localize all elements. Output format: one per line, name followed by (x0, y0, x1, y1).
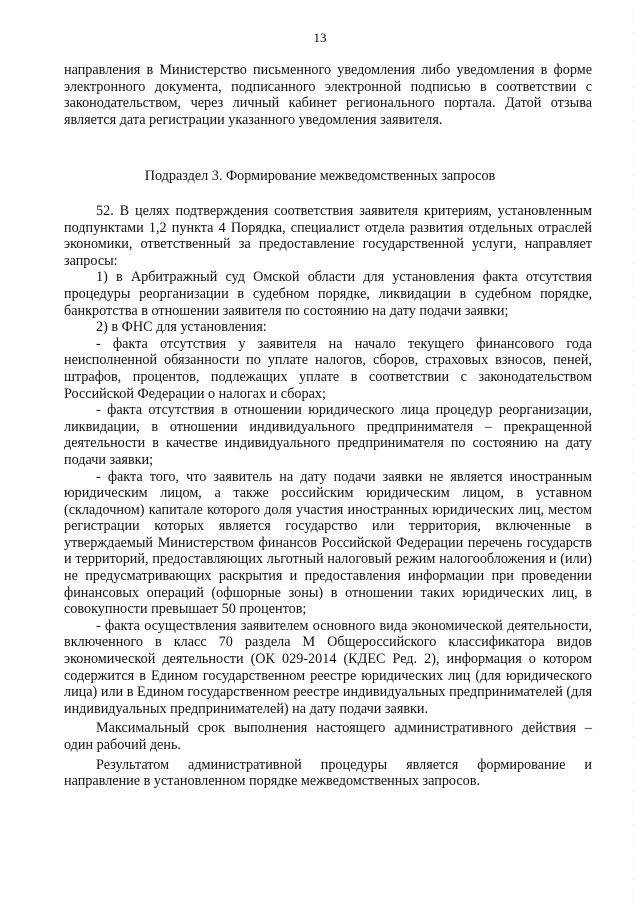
paragraph-reorganization-check: - факта отсутствия в отношении юридического лица процедур реорганизации, ликвидации, в отношении индивидуального предпринимателя – прекращенной деятельности в качестве индивидуального предпринимателя по состоянию на дату подачи заявки; (64, 402, 592, 468)
subsection-title: Подраздел 3. Формирование межведомственных запросов (144, 168, 496, 184)
intro-text-block (64, 62, 592, 128)
paragraph-item-2: 2) в ФНС для установления: (96, 319, 267, 336)
paragraph-max-duration: Максимальный срок выполнения настоящего административного действия – один рабочий день. (64, 720, 592, 753)
main-text-block (64, 203, 592, 790)
paragraph-activity-check: - факта осуществления заявителем основного вида экономической деятельности, включенного в класс 70 раздела М Общероссийского классификатора видов экономической деятельности (ОК 029-2014 (КДЕС Ред. 2), информация о котором содержится в Едином государственном реестре юридических лиц (для юридического лица) или в Едином государственном реестре индивидуальных предпринимателей (для индивидуальных предпринимателей) на дату подачи заявки. (64, 617, 592, 717)
paragraph-foreign-entity-check: - факта того, что заявитель на дату подачи заявки не является иностранным юридическим лицом, а также российским юридическим лицом, в уставном (складочном) капитале которого доля участия иностранных юридических лиц, местом регистрации которых является государство или территория, включенные в утверждаемый Министерством финансов Российской Федерации перечень государств и территорий, предоставляющих льготный налоговый режим налогообложения и (или) не предусматривающих раскрытия и предоставления информации при проведении финансовых операций (офшорные зоны) в отношении таких юридических лиц, в совокупности превышает 50 процентов; (64, 468, 592, 618)
paragraph-item-1: 1) в Арбитражный суд Омской области для установления факта отсутствия процедуры реорганизации в судебном порядке, ликвидации в судебном порядке, банкротства в отношении заявителя по состоянию на дату подачи заявки; (64, 269, 592, 319)
top-paragraph: направления в Министерство письменного уведомления либо уведомления в форме электронного документа, подписанного электронной подписью в соответствии с законодательством, через личный кабинет регионального портала. Датой отзыва является дата регистрации указанного уведомления заявителя. (64, 62, 592, 128)
paragraph-result: Результатом административной процедуры является формирование и направление в установленном порядке межведомственных запросов. (64, 756, 592, 790)
paragraph-52: 52. В целях подтверждения соответствия заявителя критериям, установленным подпунктами 1,2 пункта 4 Порядка, специалист отдела развития отдельных отраслей экономики, ответственный за предоставление государственной услуги, направляет запросы: (64, 203, 592, 269)
paragraph-tax-obligation: - факта отсутствия у заявителя на начало текущего финансового года неисполненной обязанности по уплате налогов, сборов, страховых взносов, пеней, штрафов, процентов, подлежащих уплате в соответствии с законодательством Российской Федерации о налогах и сборах; (64, 335, 592, 402)
scan-edge-marks (632, 0, 634, 905)
page-number: 13 (313, 30, 327, 45)
